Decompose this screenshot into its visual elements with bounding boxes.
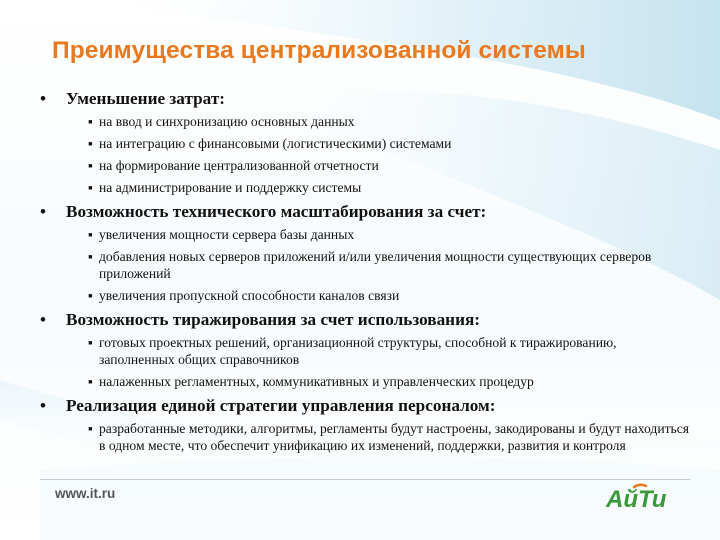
bullet-marker: • (40, 310, 46, 329)
square-bullet-icon: ▪ (88, 288, 93, 303)
section-hr-strategy (40, 395, 690, 454)
section-heading-text: Возможность технического масштабирования за счет: (66, 202, 487, 221)
square-bullet-icon: ▪ (88, 227, 93, 242)
list-item-text: на администрирование и поддержку системы (99, 180, 362, 195)
square-bullet-icon: ▪ (88, 180, 93, 195)
content-list (40, 88, 690, 459)
sub-list (88, 226, 690, 304)
logo-text: АйТи (606, 486, 667, 513)
list-item (88, 157, 690, 174)
list-item-text: на ввод и синхронизацию основных данных (99, 114, 355, 129)
section-heading (40, 309, 690, 331)
sub-list (88, 334, 690, 390)
list-item (88, 179, 690, 196)
list-item-text: увеличения мощности сервера базы данных (99, 227, 355, 242)
sub-list (88, 113, 690, 196)
square-bullet-icon: ▪ (88, 421, 93, 436)
list-item (88, 113, 690, 130)
list-item (88, 248, 690, 282)
list-item (88, 135, 690, 152)
list-item-text: добавления новых серверов приложений и/или увеличения мощности существующих серверов приложений (99, 249, 652, 281)
list-item (88, 226, 690, 243)
list-item-text: разработанные методики, алгоритмы, регламенты будут настроены, закодированы и будут находиться в одном месте, что обеспечит унификацию их изменений, поддержки, развития и контроля (99, 421, 690, 453)
list-item-text: увеличения пропускной способности каналов связи (99, 288, 400, 303)
section-heading-text: Возможность тиражирования за счет использования: (66, 310, 481, 329)
section-heading-text: Реализация единой стратегии управления персоналом: (66, 396, 496, 415)
section-heading (40, 395, 690, 417)
square-bullet-icon: ▪ (88, 114, 93, 129)
bullet-marker: • (40, 202, 46, 221)
list-item (88, 420, 690, 454)
list-item-text: налаженных регламентных, коммуникативных и управленческих процедур (99, 374, 534, 389)
list-item (88, 334, 690, 368)
list-item-text: готовых проектных решений, организационной структуры, способной к тиражированию, заполненных общих справочников (99, 335, 617, 367)
list-item (88, 287, 690, 304)
slide-title: Преимущества централизованной системы (52, 37, 586, 64)
footer-divider (40, 479, 690, 480)
bullet-marker: • (40, 89, 46, 108)
square-bullet-icon: ▪ (88, 249, 93, 264)
section-heading (40, 201, 690, 223)
company-logo (604, 483, 684, 513)
footer-url: www.it.ru (55, 486, 116, 501)
section-heading-text: Уменьшение затрат: (66, 89, 225, 108)
square-bullet-icon: ▪ (88, 374, 93, 389)
list-item-text: на интеграцию с финансовыми (логистическими) системами (99, 136, 452, 151)
bullet-marker: • (40, 396, 46, 415)
list-item (88, 373, 690, 390)
section-replication (40, 309, 690, 390)
list-item-text: на формирование централизованной отчетности (99, 158, 379, 173)
section-cost-reduction (40, 88, 690, 196)
square-bullet-icon: ▪ (88, 158, 93, 173)
section-heading (40, 88, 690, 110)
sub-list (88, 420, 690, 454)
square-bullet-icon: ▪ (88, 136, 93, 151)
square-bullet-icon: ▪ (88, 335, 93, 350)
section-scaling (40, 201, 690, 304)
